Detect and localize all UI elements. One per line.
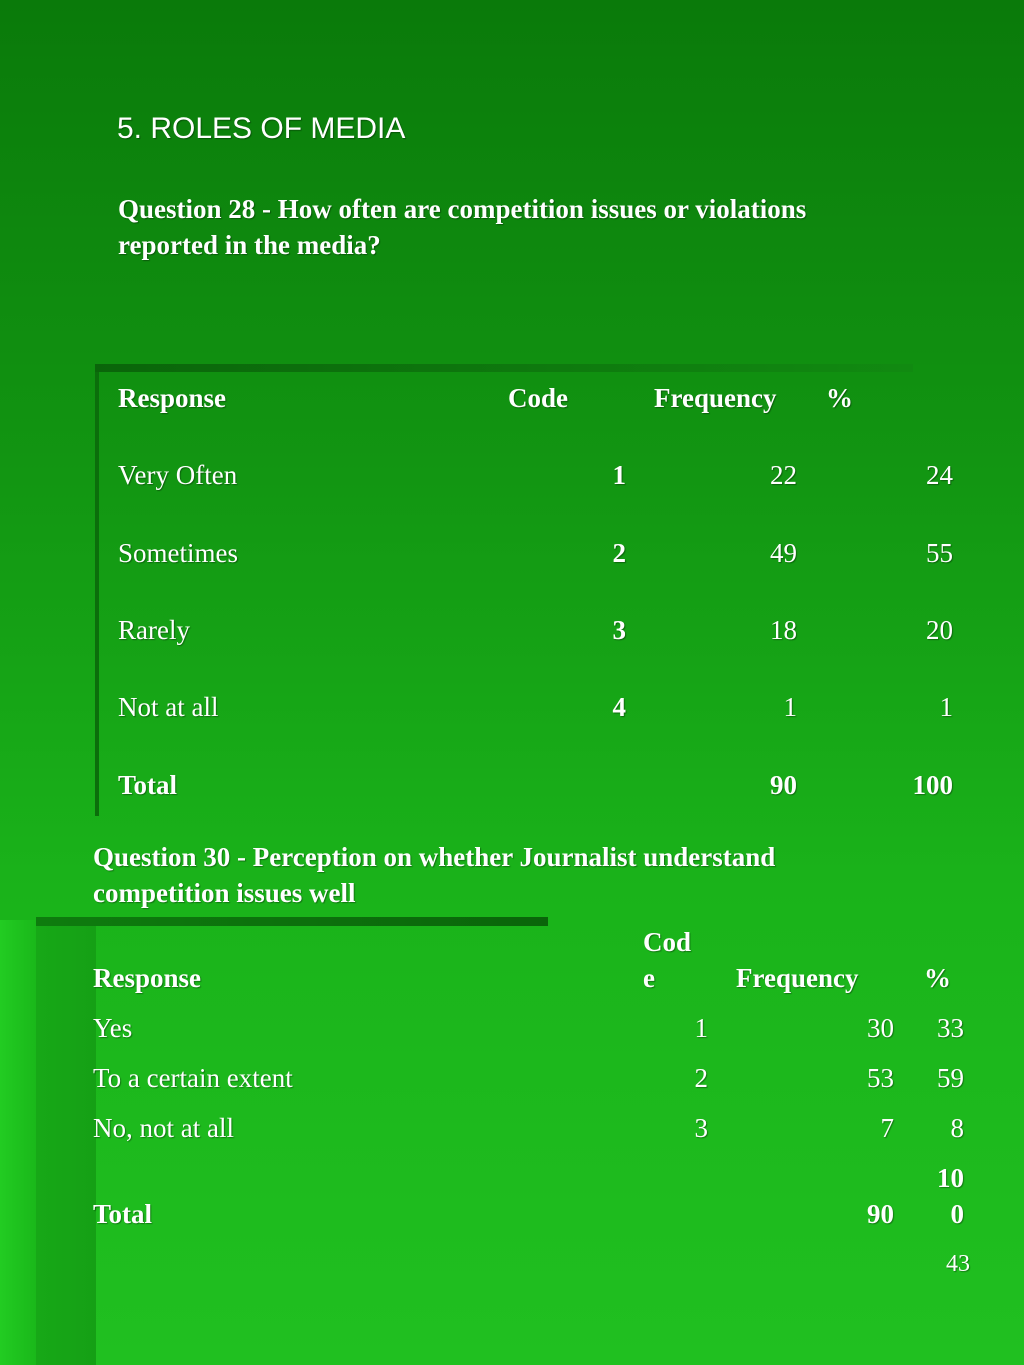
q30-total-percent-line1: 10: [937, 1163, 964, 1193]
q30-header-code-line1: Cod: [643, 927, 692, 957]
q28-row2-percent: 55: [926, 538, 953, 568]
q30-row3-code: 3: [694, 1113, 708, 1143]
q30-row3-response: No, not at all: [93, 1113, 234, 1143]
q28-row2-code: 2: [612, 538, 626, 568]
question-30-line1: Question 30 - Perception on whether Journalist understand: [93, 842, 776, 872]
q28-total-percent: 100: [912, 770, 953, 800]
q30-row1-code: 1: [694, 1013, 708, 1043]
q30-row2-code: 2: [694, 1063, 708, 1093]
q30-row2-frequency: 53: [867, 1063, 894, 1093]
q30-row1-response: Yes: [93, 1013, 133, 1043]
slide-heading: 5. ROLES OF MEDIA: [117, 112, 406, 145]
table1-top-rule: [95, 364, 913, 372]
q30-row2-response: To a certain extent: [93, 1063, 293, 1093]
q28-row2-response: Sometimes: [118, 538, 238, 568]
q30-row2-percent: 59: [937, 1063, 964, 1093]
question-30-line2: competition issues well: [93, 878, 356, 908]
q30-header-code-line2: e: [643, 963, 655, 993]
q28-row4-code: 4: [612, 692, 626, 722]
q30-row1-percent: 33: [937, 1013, 964, 1043]
q28-header-frequency: Frequency: [654, 383, 777, 413]
q30-row3-frequency: 7: [880, 1113, 894, 1143]
left-decor-bar-inner: [36, 920, 96, 1365]
q28-row3-response: Rarely: [118, 615, 190, 645]
q30-total-frequency: 90: [867, 1199, 894, 1229]
q28-row4-frequency: 1: [783, 692, 797, 722]
q28-row3-percent: 20: [926, 615, 953, 645]
left-decor-bar: [0, 920, 36, 1365]
q28-row2-frequency: 49: [770, 538, 797, 568]
q28-header-code: Code: [508, 383, 568, 413]
q28-row3-frequency: 18: [770, 615, 797, 645]
question-28-line2: reported in the media?: [118, 230, 381, 260]
q28-row1-response: Very Often: [118, 460, 238, 490]
question-28-line1: Question 28 - How often are competition issues or violations: [118, 194, 807, 224]
q28-row4-response: Not at all: [118, 692, 219, 722]
question-30: [93, 839, 775, 911]
q28-total-frequency: 90: [770, 770, 797, 800]
q30-row3-percent: 8: [950, 1113, 964, 1143]
table1-left-rule: [95, 366, 99, 816]
q28-row1-code: 1: [612, 460, 626, 490]
q28-total-label: Total: [118, 770, 178, 800]
q28-row1-percent: 24: [926, 460, 953, 490]
q28-header-percent: %: [826, 383, 853, 413]
q28-header-response: Response: [118, 383, 227, 413]
q28-row3-code: 3: [612, 615, 626, 645]
q28-row4-percent: 1: [939, 692, 953, 722]
q30-row1-frequency: 30: [867, 1013, 894, 1043]
q30-header-frequency: Frequency: [736, 963, 859, 993]
q30-header-response: Response: [93, 963, 202, 993]
table2-top-rule: [36, 917, 548, 926]
q28-row1-frequency: 22: [770, 460, 797, 490]
q30-total-label: Total: [93, 1199, 153, 1229]
q30-header-percent: %: [924, 963, 951, 993]
question-28: [118, 191, 806, 263]
q30-total-percent-line2: 0: [950, 1199, 964, 1229]
page-number: 43: [946, 1251, 970, 1277]
